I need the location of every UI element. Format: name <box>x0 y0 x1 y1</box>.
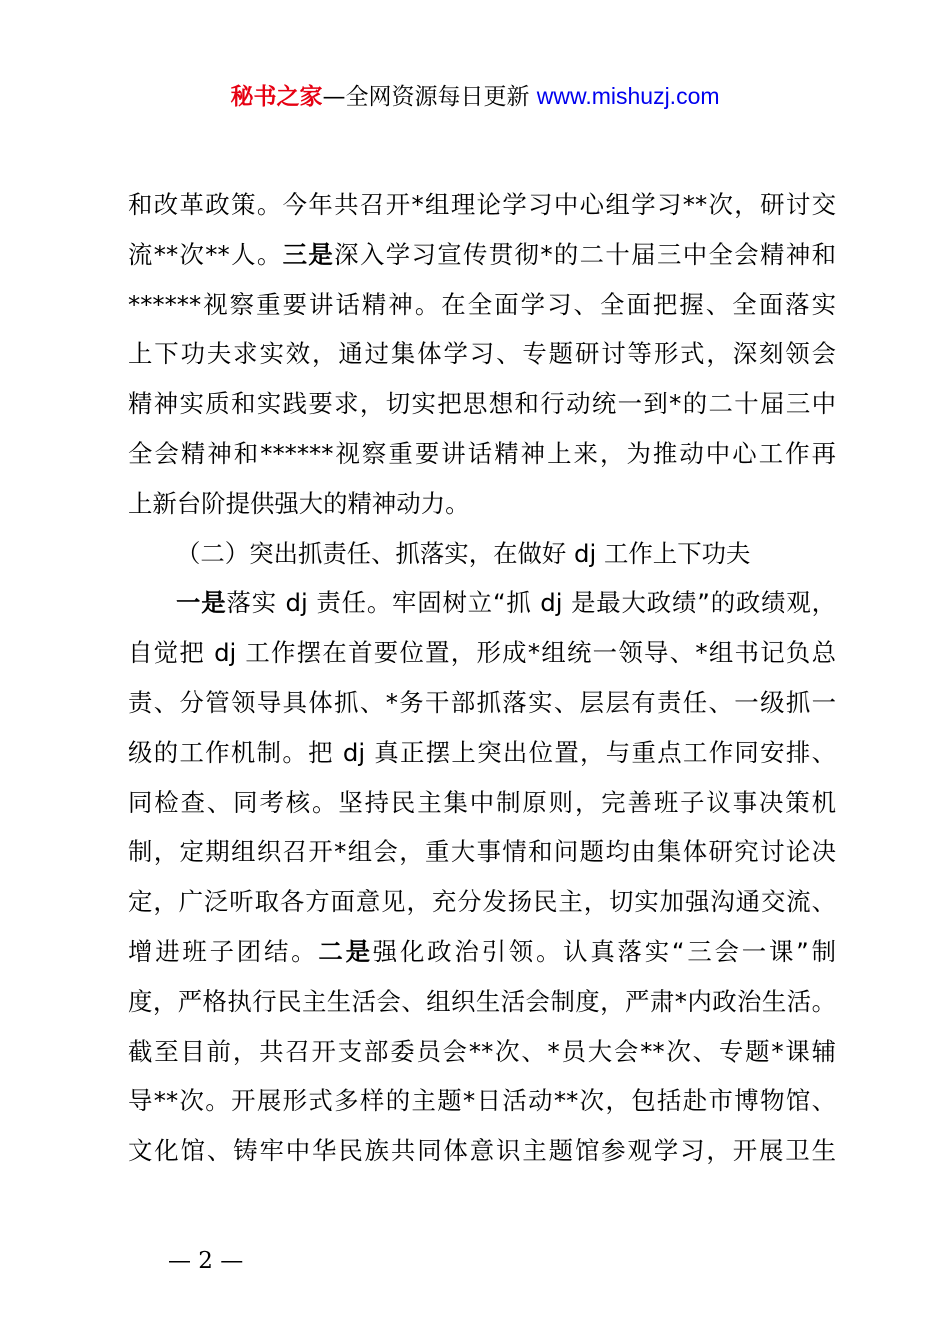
text-line: 自觉把 dj 工作摆在首要位置，形成*组统一领导、*组书记负总 <box>128 638 836 668</box>
text-line: 制，定期组织召开*组会，重大事情和问题均由集体研究讨论决 <box>128 837 836 867</box>
emphasis-label: 一是 <box>176 588 227 618</box>
text-line: 责、分管领导具体抓、*务干部抓落实、层层有责任、一级抓一 <box>128 687 836 717</box>
text-line <box>128 230 836 280</box>
brand-name: 秘书之家 <box>230 84 323 110</box>
text-line: 级的工作机制。把 dj 真正摆上突出位置，与重点工作同安排、 <box>128 737 836 767</box>
text-line: 同检查、同考核。坚持民主集中制原则，完善班子议事决策机 <box>128 787 836 817</box>
text-line: 和改革政策。今年共召开*组理论学习中心组学习**次，研讨交 <box>128 190 836 219</box>
text-line: 全会精神和******视察重要讲话精神上来，为推动中心工作再 <box>128 438 836 468</box>
text-line: 上下功夫求实效，通过集体学习、专题研讨等形式，深刻领会 <box>128 339 836 369</box>
text-line <box>128 927 836 977</box>
page-number: — 2 — <box>168 1248 244 1274</box>
emphasis-label: 二是 <box>318 936 373 966</box>
text-line: 上新台阶提供强大的精神动力。 <box>128 488 470 518</box>
text-line: 定，广泛听取各方面意见，充分发扬民主，切实加强沟通交流、 <box>128 887 836 917</box>
text-line: 导**次。开展形式多样的主题*日活动**次，包括赴市博物馆、 <box>128 1086 836 1116</box>
text-line <box>128 578 836 628</box>
text-run: 增进班子团结。 <box>128 936 319 966</box>
site-header <box>0 80 950 113</box>
header-tagline: —全网资源每日更新 <box>322 84 530 110</box>
text-line: 截至目前，共召开支部委员会**次、*员大会**次、专题*课辅 <box>128 1036 836 1066</box>
text-line: 精神实质和实践要求，切实把思想和行动统一到*的二十届三中 <box>128 389 836 419</box>
text-line: 文化馆、铸牢中华民族共同体意识主题馆参观学习，开展卫生 <box>128 1136 836 1166</box>
text-run: 落实 dj 责任。牢固树立“抓 dj 是最大政绩”的政绩观， <box>226 588 836 618</box>
document-body <box>128 180 836 1176</box>
emphasis-label: 三是 <box>282 239 335 269</box>
text-line: 度，严格执行民主生活会、组织生活会制度，严肃*内政治生活。 <box>128 986 836 1016</box>
section-heading: （二）突出抓责任、抓落实，在做好 dj 工作上下功夫 <box>176 538 751 568</box>
text-run: 流**次**人。 <box>128 239 283 269</box>
text-run: 深入学习宣传贯彻*的二十届三中全会精神和 <box>334 239 836 269</box>
site-url-link[interactable]: www.mishuzj.com <box>536 83 720 109</box>
text-line: ******视察重要讲话精神。在全面学习、全面把握、全面落实 <box>128 289 836 319</box>
text-run: 强化政治引领。认真落实“三会一课”制 <box>372 936 836 966</box>
